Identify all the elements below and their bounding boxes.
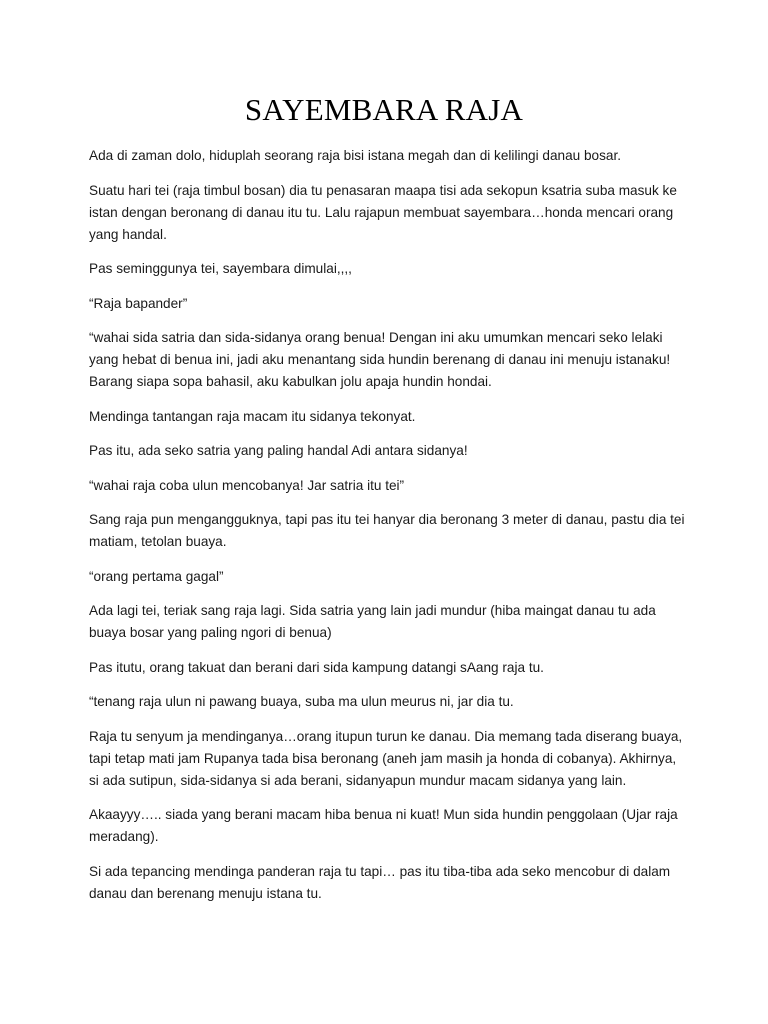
paragraph-10: “orang pertama gagal” xyxy=(89,568,224,584)
paragraph-4: “Raja bapander” xyxy=(89,295,188,311)
paragraph-11: Ada lagi tei, teriak sang raja lagi. Sida satria yang lain jadi mundur (hiba maingat danau tu ada buaya bosar yang paling ngori di benua) xyxy=(89,603,656,640)
document-body xyxy=(89,145,689,917)
paragraph-9: Sang raja pun mengangguknya, tapi pas itu tei hanyar dia beronang 3 meter di danau, pastu dia tei matiam, tetolan buaya. xyxy=(89,512,685,549)
paragraph-13: “tenang raja ulun ni pawang buaya, suba ma ulun meurus ni, jar dia tu. xyxy=(89,694,514,709)
paragraph-5: “wahai sida satria dan sida-sidanya orang benua! Dengan ini aku umumkan mencari seko lelaki yang hebat di benua ini, jadi aku menantang sida hundin berenang di danau ini menuju istanaku! Barang siapa sopa bahasil, aku kabulkan jolu apaja hundin hondai. xyxy=(89,330,671,389)
paragraph-7: Pas itu, ada seko satria yang paling handal Adi antara sidanya! xyxy=(89,443,468,458)
paragraph-1: Ada di zaman dolo, hiduplah seorang raja bisi istana megah dan di kelilingi danau bosar. xyxy=(89,148,622,163)
document-title: SAYEMBARA RAJA xyxy=(244,92,524,127)
paragraph-3: Pas seminggunya tei, sayembara dimulai,,,, xyxy=(89,261,352,276)
paragraph-6: Mendinga tantangan raja macam itu sidanya tekonyat. xyxy=(89,408,416,424)
paragraph-16: Si ada tepancing mendinga panderan raja tu tapi… pas itu tiba-tiba ada seko mencobur di dalam danau dan berenang menuju istana tu. xyxy=(89,863,671,901)
paragraph-8: “wahai raja coba ulun mencobanya! Jar satria itu tei” xyxy=(89,477,405,493)
paragraph-14: Raja tu senyum ja mendinganya…orang itupun turun ke danau. Dia memang tada diserang buaya, tapi tetap mati jam Rupanya tada bisa beronang (aneh jam masih ja honda di cobanya). Akhirnya, si ada sutipun, sida-sidanya si ada berani, sidanyapun mundur macam sidanya yang lain. xyxy=(89,728,683,788)
paragraph-15: Akaayyy….. siada yang berani macam hiba benua ni kuat! Mun sida hundin penggolaan (Ujar raja meradang). xyxy=(89,807,678,844)
paragraph-12: Pas itutu, orang takuat dan berani dari sida kampung datangi sAang raja tu. xyxy=(89,659,544,675)
paragraph-2: Suatu hari tei (raja timbul bosan) dia tu penasaran maapa tisi ada sekopun ksatria suba masuk ke istan dengan beronang di danau itu tu. Lalu rajapun membuat sayembara…honda mencari orang yang handal. xyxy=(89,182,677,242)
